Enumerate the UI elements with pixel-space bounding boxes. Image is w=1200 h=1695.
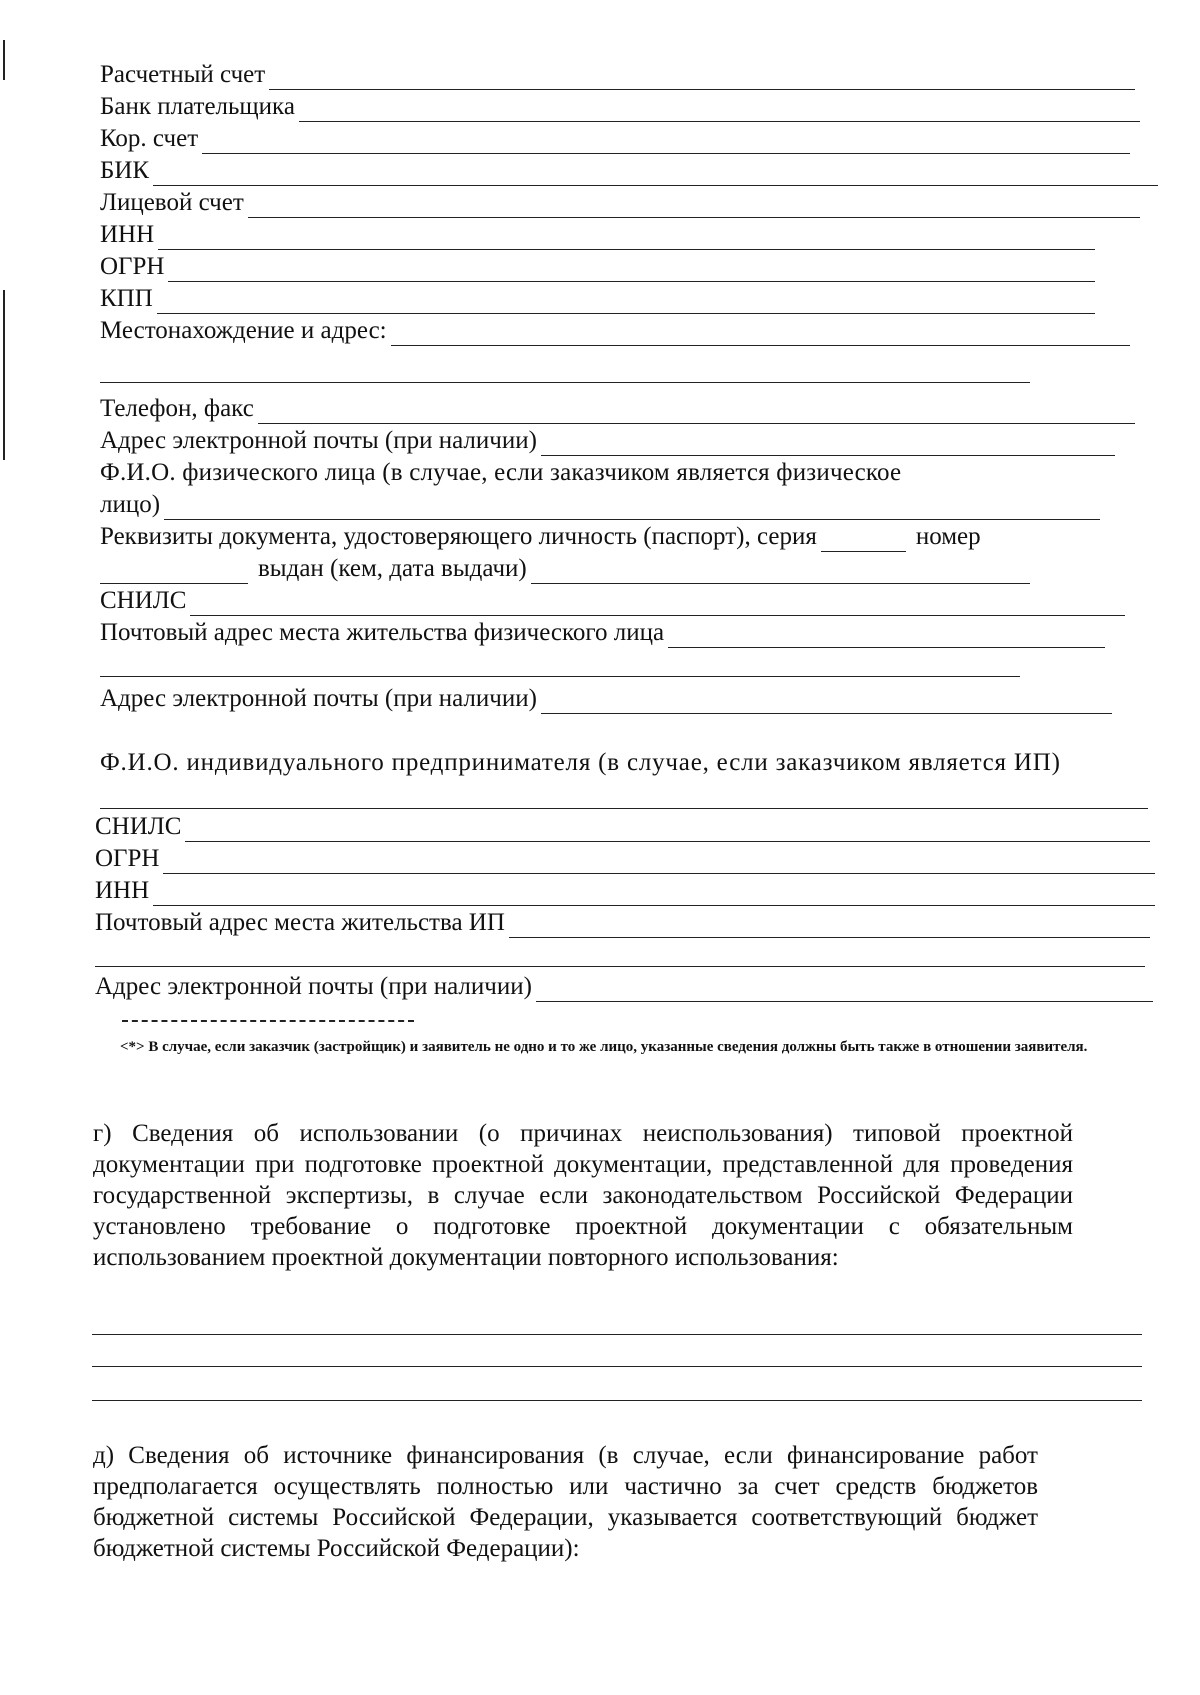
account-row: [100, 60, 1135, 90]
individual-snils-row: [100, 586, 1125, 616]
email-field[interactable]: [541, 433, 1115, 456]
passport-number-field[interactable]: [100, 561, 248, 584]
individual-snils-label: СНИЛС: [100, 587, 187, 614]
account-field[interactable]: [269, 67, 1135, 90]
entrepreneur-fio-row: [100, 748, 1160, 778]
section-g-field-line1[interactable]: [92, 1334, 1142, 1335]
inn-row: [100, 220, 1095, 250]
passport-row: [100, 522, 1100, 552]
footnote-separator: [122, 1020, 414, 1022]
individual-email-row: [100, 684, 1112, 714]
corr-account-label: Кор. счет: [100, 125, 199, 152]
individual-fio-field[interactable]: [164, 497, 1100, 520]
entrepreneur-inn-label: ИНН: [95, 877, 150, 904]
location-label: Местонахождение и адрес:: [100, 317, 387, 344]
inn-label: ИНН: [100, 221, 155, 248]
individual-fio-row-2: [100, 490, 1100, 520]
individual-fio-label-2: лицо): [100, 491, 161, 518]
entrepreneur-ogrn-field[interactable]: [163, 851, 1155, 874]
location-field-line2[interactable]: [100, 382, 1030, 383]
individual-postal-label: Почтовый адрес места жительства физического лица: [100, 619, 665, 646]
individual-email-field[interactable]: [541, 691, 1112, 714]
bank-label: Банк плательщика: [100, 93, 295, 120]
phone-fax-row: [100, 394, 1135, 424]
location-field[interactable]: [391, 323, 1130, 346]
account-label: Расчетный счет: [100, 61, 266, 88]
ogrn-row: [100, 252, 1095, 282]
individual-email-label: Адрес электронной почты (при наличии): [100, 685, 537, 712]
entrepreneur-snils-field[interactable]: [185, 819, 1150, 842]
scan-margin-mark: [3, 290, 5, 460]
bank-field[interactable]: [299, 99, 1140, 122]
phone-fax-field[interactable]: [258, 401, 1135, 424]
personal-account-row: [100, 188, 1140, 218]
individual-postal-row: [100, 618, 1105, 648]
footnote: <*> В случае, если заказчик (застройщик) и заявитель не одно и то же лицо, указанные сведения должны быть также в отношении заявителя.: [120, 1039, 1088, 1055]
entrepreneur-email-label: Адрес электронной почты (при наличии): [95, 973, 532, 1000]
personal-account-label: Лицевой счет: [100, 189, 244, 216]
section-g-text: г) Сведения об использовании (о причинах неиспользования) типовой проектной документации при подготовке проектной документации, представленной для проведения государственной экспертизы, в случае если законодательством Российской Федерации установлено требование о подготовке проектной документации с обязательным использованием проектной документации повторного использования:: [93, 1120, 1073, 1271]
entrepreneur-snils-row: [95, 812, 1150, 842]
section-g-field-line3[interactable]: [92, 1400, 1142, 1401]
email-row: [100, 426, 1115, 456]
personal-account-field[interactable]: [248, 195, 1140, 218]
individual-fio-row: [100, 458, 1100, 488]
email-label: Адрес электронной почты (при наличии): [100, 427, 537, 454]
individual-snils-field[interactable]: [190, 593, 1125, 616]
passport-number-label: номер: [915, 523, 981, 550]
entrepreneur-email-row: [95, 972, 1153, 1002]
entrepreneur-inn-field[interactable]: [153, 883, 1155, 906]
entrepreneur-inn-row: [95, 876, 1155, 906]
corr-account-row: [100, 124, 1130, 154]
entrepreneur-postal-label: Почтовый адрес места жительства ИП: [95, 909, 505, 936]
passport-issued-label: выдан (кем, дата выдачи): [258, 555, 527, 582]
entrepreneur-postal-field[interactable]: [509, 915, 1150, 938]
phone-fax-label: Телефон, факс: [100, 395, 254, 422]
section-d-text: д) Сведения об источнике финансирования (в случае, если финансирование работ предполагается осуществлять полностью или частично за счет средств бюджетов бюджетной системы Российской Федерации, указывается соответствующий бюджет бюджетной системы Российской Федерации):: [93, 1442, 1038, 1562]
passport-issued-field[interactable]: [531, 561, 1030, 584]
passport-series-field[interactable]: [821, 529, 906, 552]
scan-margin-mark: [3, 40, 5, 80]
entrepreneur-ogrn-row: [95, 844, 1155, 874]
entrepreneur-postal-row: [95, 908, 1150, 938]
entrepreneur-snils-label: СНИЛС: [95, 813, 182, 840]
entrepreneur-postal-field-line2[interactable]: [95, 966, 1145, 967]
passport-label: Реквизиты документа, удостоверяющего личность (паспорт), серия: [100, 523, 817, 550]
kpp-label: КПП: [100, 285, 153, 312]
ogrn-label: ОГРН: [100, 253, 165, 280]
bik-row: [100, 156, 1158, 186]
corr-account-field[interactable]: [202, 131, 1130, 154]
entrepreneur-fio-field[interactable]: [100, 808, 1148, 809]
inn-field[interactable]: [158, 227, 1095, 250]
section-g-field-line2[interactable]: [92, 1366, 1142, 1367]
passport-issued-row: [100, 554, 1030, 584]
entrepreneur-email-field[interactable]: [536, 979, 1153, 1002]
bik-label: БИК: [100, 157, 150, 184]
entrepreneur-ogrn-label: ОГРН: [95, 845, 160, 872]
entrepreneur-fio-label: Ф.И.О. индивидуального предпринимателя (в случае, если заказчиком является ИП): [100, 749, 1061, 776]
individual-fio-label: Ф.И.О. физического лица (в случае, если заказчиком является физическое: [100, 459, 902, 486]
bik-field[interactable]: [153, 163, 1158, 186]
kpp-field[interactable]: [157, 291, 1095, 314]
ogrn-field[interactable]: [168, 259, 1095, 282]
individual-postal-field-line2[interactable]: [100, 676, 1020, 677]
bank-row: [100, 92, 1140, 122]
individual-postal-field[interactable]: [668, 625, 1105, 648]
location-row: [100, 316, 1130, 346]
kpp-row: [100, 284, 1095, 314]
